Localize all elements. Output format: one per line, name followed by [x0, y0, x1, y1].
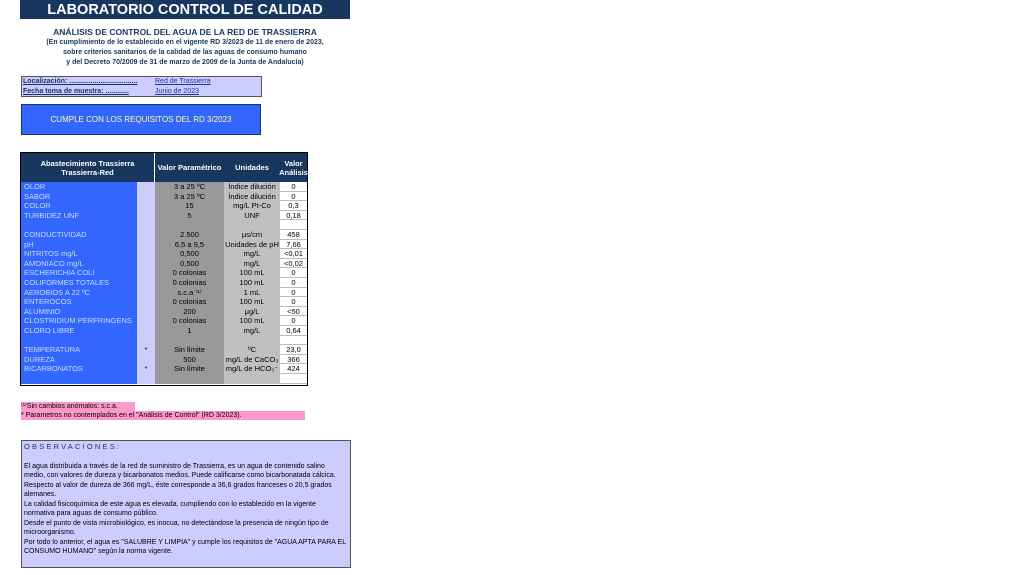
unit-cell: μs/cm [224, 230, 280, 240]
table-row [21, 278, 307, 288]
analysis-value-cell: 366 [280, 355, 307, 365]
note-mark-cell [137, 374, 155, 384]
analysis-value-cell [280, 220, 307, 230]
parametric-value-cell: 6,5 a 9,5 [155, 240, 224, 250]
analysis-value-cell: 0 [280, 182, 307, 192]
location-label: Localización: ................................... [23, 78, 138, 85]
analysis-value-cell: 0,3 [280, 201, 307, 211]
footnote-not-included: * Parametros no contemplados en el "Análisis de Control" (RD 3/2023). [21, 411, 305, 420]
note-mark-cell: * [137, 364, 155, 374]
sample-date-value: Junio de 2023 [155, 87, 199, 95]
unit-cell [224, 374, 280, 384]
parametric-value-cell: 0 colonias [155, 268, 224, 278]
analysis-title: ANÁLISIS DE CONTROL DEL AGUA DE LA RED DE TRASSIERRA [53, 27, 317, 37]
note-mark-cell [137, 316, 155, 326]
note-mark-cell [137, 278, 155, 288]
param-name-cell: NITRITOS mg/L [21, 249, 137, 259]
table-row [21, 336, 307, 346]
unit-cell [224, 220, 280, 230]
parametric-value-cell: 500 [155, 355, 224, 365]
unit-cell: 100 mL [224, 316, 280, 326]
param-name-cell: SABOR [21, 192, 137, 202]
unit-cell: Unidades de pH [225, 239, 279, 249]
parametric-value-cell: 15 [155, 201, 224, 211]
parametric-value-cell: 2.500 [155, 230, 224, 240]
note-mark-cell [137, 201, 155, 211]
unit-cell: mg/L [224, 326, 280, 336]
parametric-value-cell: 3 a 25 ºC [155, 192, 224, 202]
analysis-value-cell: 7,66 [280, 240, 307, 250]
unit-cell: Índice dilución [224, 182, 280, 192]
unit-cell: Índice dilución [224, 192, 280, 202]
header-analysis-value: Valor Análisis [280, 153, 307, 182]
analysis-value-cell: 0 [280, 278, 307, 288]
table-row [21, 240, 307, 250]
legal-line-3: y del Decreto 70/2009 de 31 de marzo de 2009 de la Junta de Andalucía) [66, 59, 304, 66]
table-row [21, 364, 307, 374]
param-name-cell: ESCHERICHIA COLI [21, 268, 137, 278]
analysis-value-cell: 23,0 [280, 345, 307, 355]
unit-cell [224, 336, 280, 346]
note-mark-cell [137, 259, 155, 269]
parametric-value-cell: Sin límite [155, 364, 224, 374]
param-name-cell: CLOSTRIDIUM PERFRINGENS [21, 316, 137, 326]
table-row [21, 297, 307, 307]
param-name-cell: ENTEROCOS [21, 297, 137, 307]
parametric-value-cell: 200 [155, 307, 224, 317]
param-name-cell [21, 336, 137, 346]
table-row [21, 220, 307, 230]
parametric-value-cell: 0,500 [155, 259, 224, 269]
analysis-value-cell: 0 [280, 192, 307, 202]
note-mark-cell [137, 326, 155, 336]
observations-text [24, 462, 346, 557]
unit-cell: mg/L Pt-Co [224, 201, 280, 211]
analysis-value-cell [280, 374, 307, 384]
analysis-value-cell: 0,64 [280, 326, 307, 336]
table-row [21, 211, 307, 221]
param-name-cell: DUREZA [21, 355, 137, 365]
param-name-cell: CONDUCTIVIDAD [21, 230, 137, 240]
observations-box [21, 440, 351, 568]
analysis-value-cell: 424 [280, 364, 307, 374]
unit-cell: mg/L [224, 249, 280, 259]
note-mark-cell [137, 336, 155, 346]
unit-cell: UNF [224, 211, 280, 221]
unit-cell: μg/L [224, 307, 280, 317]
param-name-cell: pH [21, 240, 137, 250]
header-parametric-value: Valor Paramétrico [155, 153, 224, 182]
analysis-value-cell: 0 [280, 316, 307, 326]
param-name-cell: CLORO LIBRE [21, 326, 137, 336]
note-mark-cell [137, 230, 155, 240]
header-supply: Abastecimiento Trassierra Trassierra-Red [21, 153, 154, 182]
table-row [21, 288, 307, 298]
table-row [21, 230, 307, 240]
table-row [21, 268, 307, 278]
note-mark-cell [137, 268, 155, 278]
analysis-value-cell: <0,02 [280, 259, 307, 269]
legal-line-1: (En cumplimiento de lo establecido en el vigente RD 3/2023 de 11 de enero de 2023, [46, 39, 324, 46]
observation-paragraph: La calidad fisicoquímica de este agua es elevada, cumpliendo con lo establecido en la vigente normativa para aguas de consumo público. [24, 500, 316, 518]
analysis-value-cell: <50 [280, 307, 307, 317]
note-mark-cell [137, 297, 155, 307]
note-mark-cell [137, 307, 155, 317]
param-name-cell: TURBIDEZ UNF [21, 211, 137, 221]
parametric-value-cell: Sin límite [155, 345, 224, 355]
analysis-value-cell: 458 [280, 230, 307, 240]
parametric-value-cell: 0 colonias [155, 316, 224, 326]
footnote-sca: ⁽¹⁾Sin cambios anómalos: s.c.a. [21, 402, 135, 411]
analysis-value-cell: 0 [280, 268, 307, 278]
table-row [21, 259, 307, 269]
unit-cell: 100 mL [224, 268, 280, 278]
table-row [21, 201, 307, 211]
table-row [21, 316, 307, 326]
legal-line-2: sobre criterios sanitarios de la calidad de las aguas de consumo humano [63, 49, 307, 56]
analysis-value-cell [280, 336, 307, 346]
table-row [21, 326, 307, 336]
parametric-value-cell: 0 colonias [155, 278, 224, 288]
observation-paragraph: El agua distribuida a través de la red de suministro de Trassierra, es un agua de contenido salino medio, con valores de dureza y bicarbonatos medios. Puede calificarse como bicarbonatada cálcica. Respecto al valor de dureza de 366 mg/L, éste corresponde a 36,6 grados franceses o 20,5 grados alemanes. [24, 463, 336, 499]
parametric-value-cell: s.c.a ⁽¹⁾ [155, 288, 224, 298]
parametric-value-cell: 0,500 [155, 249, 224, 259]
param-name-cell [21, 374, 137, 384]
table-row [21, 249, 307, 259]
note-mark-cell [137, 249, 155, 259]
observation-paragraph: Desde el punto de vista microbiológico, es inocua, no detectándose la presencia de ningún tipo de microorganismo. [24, 519, 329, 537]
sample-date-label: Fecha toma de muestra: ............ [23, 87, 129, 95]
unit-cell: mg/L de CaCO₃ [225, 354, 279, 364]
header-units: Unidades [224, 153, 280, 182]
parametric-value-cell: 0 colonias [155, 297, 224, 307]
analysis-value-cell: <0,01 [280, 249, 307, 259]
analysis-value-cell: 0 [280, 297, 307, 307]
table-row [21, 355, 307, 365]
parametric-value-cell [155, 336, 224, 346]
param-name-cell: AMONIACO mg/L [21, 259, 137, 269]
param-name-cell: TEMPERATURA [21, 345, 137, 355]
table-row [21, 374, 307, 384]
parametric-value-cell: 1 [155, 326, 224, 336]
analysis-value-cell: 0 [280, 288, 307, 298]
parametric-value-cell: 5 [155, 211, 224, 221]
note-mark-cell [137, 355, 155, 365]
note-mark-cell [137, 211, 155, 221]
observations-title: OBSERVACIONES: [24, 442, 122, 451]
param-name-cell: COLIFORMES TOTALES [21, 278, 137, 288]
unit-cell: mg/L [224, 259, 280, 269]
param-name-cell: COLOR [21, 201, 137, 211]
table-row [21, 182, 307, 192]
unit-cell: mg/L de HCO₃⁻ [225, 364, 279, 374]
parametric-value-cell: 3 a 25 ºC [155, 182, 224, 192]
note-mark-cell [137, 192, 155, 202]
param-name-cell: BICARBONATOS [21, 364, 137, 374]
note-mark-cell: * [137, 345, 155, 355]
note-mark-cell [137, 220, 155, 230]
parametric-value-cell [155, 374, 224, 384]
analysis-value-cell: 0,18 [280, 211, 307, 221]
unit-cell: ºC [224, 345, 280, 355]
compliance-banner: CUMPLE CON LOS REQUISITOS DEL RD 3/2023 [21, 104, 261, 135]
param-name-cell: ALUMINIO [21, 307, 137, 317]
parametric-value-cell [155, 220, 224, 230]
unit-cell: 100 mL [224, 297, 280, 307]
note-mark-cell [137, 240, 155, 250]
sample-info-box [21, 76, 262, 97]
results-table [20, 152, 308, 386]
table-row [21, 192, 307, 202]
unit-cell: 100 mL [224, 278, 280, 288]
table-row [21, 345, 307, 355]
param-name-cell [21, 220, 137, 230]
note-mark-cell [137, 182, 155, 192]
param-name-cell: OLOR [21, 182, 137, 192]
unit-cell: 1 mL [224, 288, 280, 298]
lab-title: LABORATORIO CONTROL DE CALIDAD [20, 0, 350, 19]
note-mark-cell [137, 288, 155, 298]
observation-paragraph: Por todo lo anterior, el agua es "SALUBRE Y LIMPIA" y cumple los requisitos de "AGUA APTA PARA EL CONSUMO HUMANO" según la norma vigente. [24, 538, 346, 556]
location-value: Red de Trassierra [155, 78, 211, 85]
table-row [21, 307, 307, 317]
param-name-cell: AEROBIOS A 22 ºC [21, 288, 137, 298]
